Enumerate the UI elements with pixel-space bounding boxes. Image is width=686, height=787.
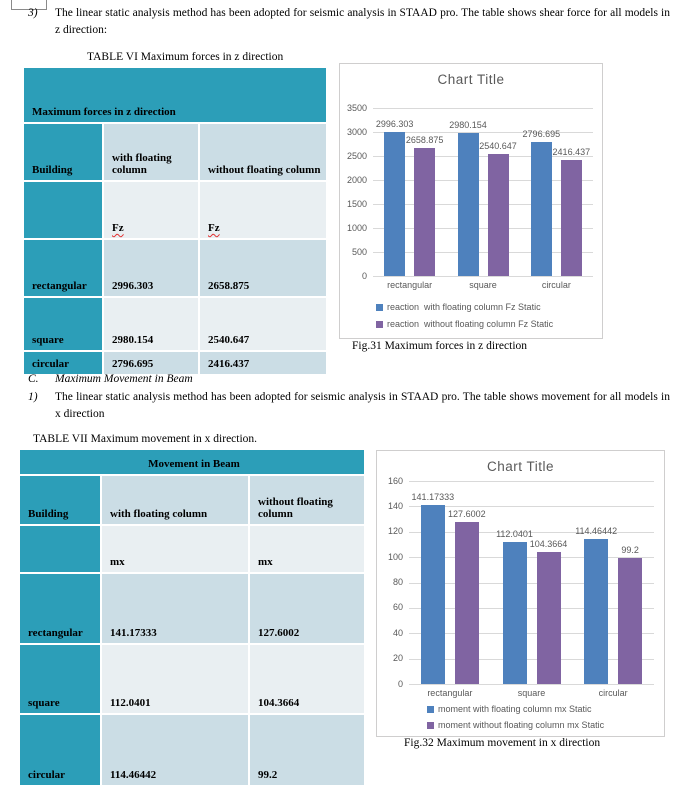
gridline	[373, 276, 593, 277]
y-axis-tick-label: 80	[392, 577, 403, 587]
table-title-cell: Movement in Beam	[20, 450, 364, 474]
table-row	[20, 476, 364, 524]
gridline	[409, 481, 654, 482]
paragraph-text: The linear static analysis method has been adopted for seismic analysis in STAAD pro. The table shows movement for all models in x direction	[55, 391, 670, 420]
gridline	[409, 684, 654, 685]
value-cell: 2416.437	[200, 352, 326, 374]
legend-marker	[427, 706, 434, 713]
column-header-building: Building	[20, 476, 100, 524]
value-cell: 112.0401	[102, 645, 248, 713]
unit-cell: Fz	[104, 182, 198, 238]
bar	[531, 142, 552, 276]
row-label: square	[24, 298, 102, 350]
value-cell: 114.46442	[102, 715, 248, 785]
gridline	[409, 506, 654, 507]
value-cell: 2796.695	[104, 352, 198, 374]
x-axis-label: circular	[541, 280, 571, 290]
legend-item	[376, 319, 553, 329]
section-letter: C.	[28, 373, 39, 385]
y-axis-tick-label: 20	[392, 653, 403, 664]
paragraph-item-1	[28, 389, 670, 423]
fig32-caption: Fig.32 Maximum movement in x direction	[404, 737, 601, 749]
value-cell: 2658.875	[200, 240, 326, 296]
x-axis-label: square	[469, 280, 497, 290]
table-forces-z	[22, 66, 328, 376]
table-row	[20, 645, 364, 713]
y-axis-tick-label: 3000	[346, 126, 367, 137]
y-axis-tick-label: 0	[397, 678, 403, 689]
table-row	[24, 240, 326, 296]
table6-caption: TABLE VI Maximum forces in z direction	[87, 51, 284, 63]
y-axis-tick-label: 160	[387, 475, 403, 486]
list-number: 1)	[28, 391, 38, 403]
value-cell: 99.2	[250, 715, 364, 785]
value-cell: 2540.647	[200, 298, 326, 350]
legend-item	[427, 720, 604, 730]
chart-title: Chart Title	[486, 459, 555, 474]
unit-cell: mx	[250, 526, 364, 572]
y-axis-tick-label: 2500	[346, 150, 367, 161]
y-axis-tick-label: 140	[387, 500, 403, 511]
bar-value-label: 2416.437	[552, 147, 591, 157]
bar-value-label: 2658.875	[405, 135, 444, 146]
chart-movement-x	[376, 450, 665, 737]
bar	[455, 522, 479, 684]
table-row	[20, 450, 364, 474]
legend-marker	[427, 722, 434, 729]
bar-value-label: 2796.695	[522, 128, 561, 139]
column-header-building: Building	[24, 124, 102, 180]
empty-cell	[20, 526, 100, 572]
bar	[458, 133, 479, 276]
row-label: rectangular	[24, 240, 102, 296]
row-label: square	[20, 645, 100, 713]
bar-value-label: 114.46442	[575, 525, 618, 536]
value-cell: 127.6002	[250, 574, 364, 643]
bar	[384, 132, 405, 276]
column-header-with: with floating column	[102, 476, 248, 524]
column-header-without: without floating column	[200, 124, 326, 180]
table7-caption: TABLE VII Maximum movement in x direction.	[33, 433, 258, 445]
gridline	[373, 108, 593, 109]
bar	[503, 542, 527, 684]
chart-title: Chart Title	[437, 72, 505, 87]
table-title-cell: Maximum forces in z direction	[24, 68, 326, 122]
bar	[584, 539, 608, 684]
bar-value-label: 112.0401	[496, 528, 533, 539]
table-movement-x	[18, 448, 366, 787]
legend-label: moment with floating column mx Static	[438, 704, 592, 714]
legend-label: moment without floating column mx Static	[438, 720, 605, 730]
table-row	[20, 715, 364, 785]
y-axis-tick-label: 1500	[346, 198, 367, 209]
bar-value-label: 2540.647	[479, 141, 517, 152]
bar-value-label: 99.2	[621, 545, 639, 556]
section-c-heading	[28, 373, 670, 385]
unit-cell: Fz	[200, 182, 326, 238]
column-header-without: without floating column	[250, 476, 364, 524]
table-row	[24, 298, 326, 350]
table-row	[24, 182, 326, 238]
y-axis-tick-label: 1000	[346, 222, 367, 233]
bar-value-label: 141.17333	[411, 491, 455, 502]
bar	[488, 154, 509, 276]
paragraph-text: The linear static analysis method has been adopted for seismic analysis in STAAD pro. The table shows shear force for all models in z direction:	[55, 7, 670, 36]
value-cell: 141.17333	[102, 574, 248, 643]
column-header-with: with floating column	[104, 124, 198, 180]
list-number: 3)	[28, 7, 38, 19]
x-axis-label: square	[517, 688, 546, 698]
value-cell: 2980.154	[104, 298, 198, 350]
bar	[561, 160, 582, 276]
y-axis-tick-label: 3500	[346, 102, 367, 113]
bar	[421, 505, 445, 684]
bar	[414, 148, 435, 276]
chart-forces-z	[339, 63, 603, 339]
bar-value-label: 2996.303	[375, 119, 414, 130]
legend-label: reaction with floating column Fz Static	[387, 302, 541, 312]
bar-value-label: 104.3664	[529, 538, 568, 549]
row-label: rectangular	[20, 574, 100, 643]
unit-cell: mx	[102, 526, 248, 572]
empty-cell	[24, 182, 102, 238]
legend-marker	[376, 321, 383, 328]
x-axis-label: circular	[598, 688, 628, 698]
section-title: Maximum Movement in Beam	[55, 373, 193, 385]
legend-item	[376, 302, 541, 312]
legend-label: reaction without floating column Fz Static	[387, 319, 554, 329]
bar	[618, 558, 642, 684]
x-axis-label: rectangular	[387, 280, 433, 290]
y-axis-tick-label: 40	[392, 627, 403, 638]
table-row	[24, 68, 326, 122]
bar-value-label: 2980.154	[449, 119, 487, 130]
y-axis-tick-label: 2000	[346, 174, 367, 185]
bar-value-label: 127.6002	[448, 509, 486, 520]
table-row	[24, 352, 326, 374]
x-axis-label: rectangular	[427, 688, 473, 698]
row-label: circular	[20, 715, 100, 785]
table-row	[24, 124, 326, 180]
y-axis-tick-label: 60	[392, 602, 403, 613]
table-row	[20, 526, 364, 572]
legend-marker	[376, 304, 383, 311]
value-cell: 104.3664	[250, 645, 364, 713]
y-axis-tick-label: 120	[387, 526, 403, 537]
fig31-caption: Fig.31 Maximum forces in z direction	[352, 340, 528, 352]
paragraph-item-3	[28, 5, 670, 39]
legend-item	[427, 704, 592, 714]
y-axis-tick-label: 0	[361, 270, 367, 281]
y-axis-tick-label: 500	[351, 246, 367, 257]
row-label: circular	[24, 352, 102, 374]
table-row	[20, 574, 364, 643]
bar	[537, 552, 561, 684]
y-axis-tick-label: 100	[387, 551, 403, 562]
value-cell: 2996.303	[104, 240, 198, 296]
